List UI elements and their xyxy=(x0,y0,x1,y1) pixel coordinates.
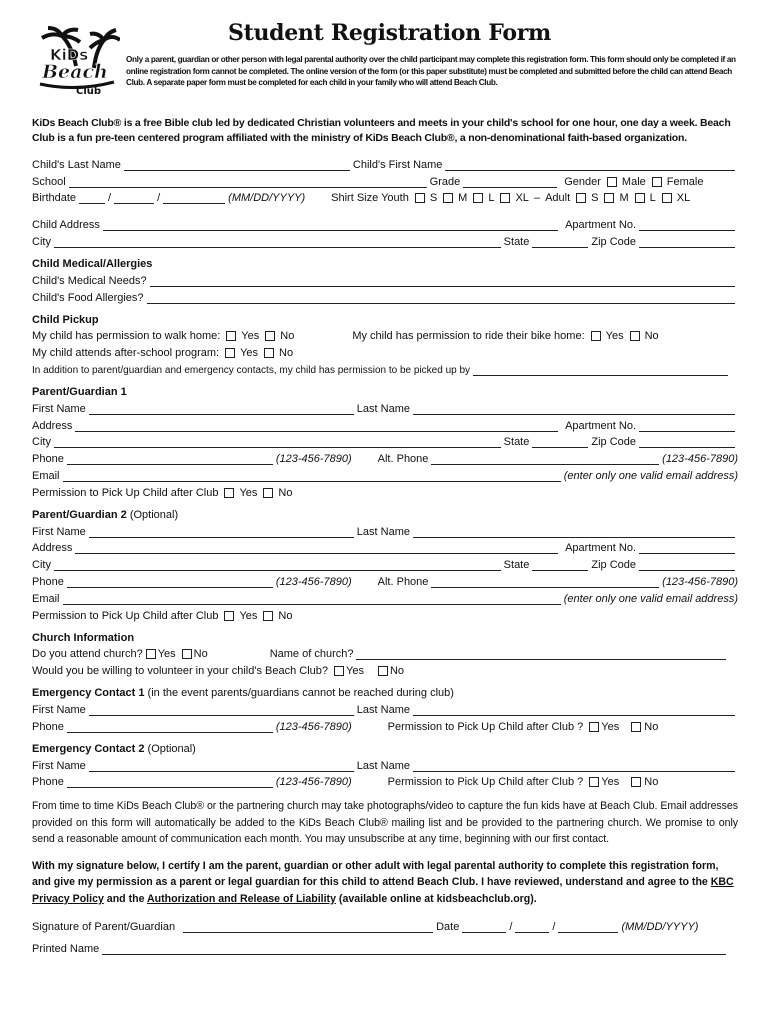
signature-year-field[interactable] xyxy=(558,921,618,933)
youth-size-xl-checkbox[interactable] xyxy=(500,193,510,203)
guardian2-address-row: Address Apartment No. xyxy=(32,538,738,555)
birth-month-field[interactable] xyxy=(79,192,105,204)
walk-yes-checkbox[interactable] xyxy=(226,331,236,341)
guardian2-apartment-field[interactable] xyxy=(639,542,735,554)
emergency1-permission-yes-checkbox[interactable] xyxy=(589,722,599,732)
food-allergies-field[interactable] xyxy=(147,292,735,304)
school-row: School Grade Gender Male Female xyxy=(32,175,704,188)
adult-size-l-checkbox[interactable] xyxy=(635,193,645,203)
registration-form xyxy=(32,18,738,955)
emergency2-phone-row: Phone (123-456-7890) Permission to Pick Up Child after Club ? Yes No xyxy=(32,776,659,789)
svg-text:Beach: Beach xyxy=(42,61,108,83)
medical-needs-field[interactable] xyxy=(150,275,735,287)
volunteer-no-checkbox[interactable] xyxy=(378,666,388,676)
guardian2-permission-yes-checkbox[interactable] xyxy=(224,611,234,621)
emergency2-permission-yes-checkbox[interactable] xyxy=(589,777,599,787)
youth-size-l-checkbox[interactable] xyxy=(473,193,483,203)
signature-month-field[interactable] xyxy=(462,921,506,933)
guardian1-heading: Parent/Guardian 1 xyxy=(32,385,127,398)
adult-size-m-checkbox[interactable] xyxy=(604,193,614,203)
bike-yes-checkbox[interactable] xyxy=(591,331,601,341)
release-of-liability-link[interactable]: Authorization and Release of Liability xyxy=(147,892,336,905)
svg-text:KiDs: KiDs xyxy=(50,46,89,64)
privacy-policy-link[interactable]: KBC Privacy Policy xyxy=(32,876,734,905)
certification-text: With my signature below, I certify I am the parent, guardian or other adult with legal parental authority to complete this registration form, and give my permission as a parent or legal guardian for this child to attend Beach Club. I have reviewed, understand and agree to the KBC Privacy Policy and the Authorization and Release of Liability (available online at kidsbeachclub.org). xyxy=(32,859,734,905)
church-yes-checkbox[interactable] xyxy=(146,649,156,659)
school-field[interactable] xyxy=(69,176,427,188)
guardian1-state-field[interactable] xyxy=(532,436,588,448)
guardian1-permission-row: Permission to Pick Up Child after Club Yes No xyxy=(32,486,293,499)
guardian1-email-field[interactable] xyxy=(63,470,561,482)
guardian1-apartment-field[interactable] xyxy=(639,420,735,432)
guardian1-first-name-field[interactable] xyxy=(89,403,354,415)
child-city-field[interactable] xyxy=(54,236,501,248)
child-name-row: Child's Last Name Child's First Name xyxy=(32,154,738,171)
emergency1-phone-row: Phone (123-456-7890) Permission to Pick Up Child after Club ? Yes No xyxy=(32,720,659,733)
guardian1-phone-row: Phone (123-456-7890) Alt. Phone (123-456-7890) xyxy=(32,453,738,466)
form-header xyxy=(32,18,738,114)
signature-field[interactable] xyxy=(183,921,433,933)
guardian2-email-row: Email (enter only one valid email address) xyxy=(32,592,738,605)
church-attend-row: Do you attend church? Yes No Name of church? xyxy=(32,644,738,661)
guardian2-heading: Parent/Guardian 2 (Optional) xyxy=(32,508,179,521)
food-allergies-row: Child's Food Allergies? xyxy=(32,287,738,304)
printed-name-row: Printed Name xyxy=(32,933,738,955)
child-first-name-field[interactable] xyxy=(445,159,735,171)
emergency2-permission-no-checkbox[interactable] xyxy=(631,777,641,787)
guardian1-permission-no-checkbox[interactable] xyxy=(263,488,273,498)
child-address-row: Child Address Apartment No. xyxy=(32,214,738,231)
gender-female-checkbox[interactable] xyxy=(652,177,662,187)
guardian2-permission-row: Permission to Pick Up Child after Club Yes No xyxy=(32,609,293,622)
child-city-row: City State Zip Code xyxy=(32,231,738,248)
emergency1-permission-no-checkbox[interactable] xyxy=(631,722,641,732)
guardian2-city-field[interactable] xyxy=(54,559,501,571)
birthdate-row: Birthdate / / (MM/DD/YYYY) Shirt Size Youth S M L XL – Adult S M L XL xyxy=(32,192,691,205)
guardian1-city-field[interactable] xyxy=(54,436,501,448)
volunteer-row: Would you be willing to volunteer in your child's Beach Club? Yes No xyxy=(32,665,405,678)
guardian2-city-row: City State Zip Code xyxy=(32,554,738,571)
emergency2-first-name-field[interactable] xyxy=(89,760,354,772)
guardian1-address-row: Address Apartment No. xyxy=(32,415,738,432)
bike-no-checkbox[interactable] xyxy=(630,331,640,341)
guardian1-alt-phone-field[interactable] xyxy=(431,453,659,465)
guardian1-phone-field[interactable] xyxy=(67,453,273,465)
emergency1-first-name-field[interactable] xyxy=(89,704,354,716)
volunteer-yes-checkbox[interactable] xyxy=(334,666,344,676)
emergency1-last-name-field[interactable] xyxy=(413,704,735,716)
guardian1-zip-field[interactable] xyxy=(639,436,735,448)
guardian1-name-row: First Name Last Name xyxy=(32,398,738,415)
guardian1-city-row: City State Zip Code xyxy=(32,432,738,449)
page-title: Student Registration Form xyxy=(228,20,551,46)
svg-text:Club: Club xyxy=(76,86,102,97)
guardian2-state-field[interactable] xyxy=(532,559,588,571)
church-heading: Church Information xyxy=(32,631,135,644)
other-pickup-field[interactable] xyxy=(473,364,728,376)
kids-beach-club-logo xyxy=(32,26,120,102)
intro-text: Only a parent, guardian or other person with legal parental authority over the child participant may complete this registration form. This form should only be completed if an online registration form cannot be completed. The online version of the form (or this paper substitute) must be completed and submitted before the child can attend Beach Club. A separate paper form must be completed for each child in your family who will attend Beach Club. xyxy=(126,55,736,87)
guardian2-alt-phone-field[interactable] xyxy=(431,576,659,588)
church-name-field[interactable] xyxy=(356,648,726,660)
emergency2-last-name-field[interactable] xyxy=(413,760,735,772)
guardian1-email-row: Email (enter only one valid email address) xyxy=(32,469,738,482)
child-apartment-field[interactable] xyxy=(639,219,735,231)
guardian2-address-field[interactable] xyxy=(75,542,558,554)
guardian1-permission-yes-checkbox[interactable] xyxy=(224,488,234,498)
emergency1-phone-field[interactable] xyxy=(67,721,273,733)
guardian1-last-name-field[interactable] xyxy=(413,403,735,415)
emergency1-heading: Emergency Contact 1 (in the event parents/guardians cannot be reached during club) xyxy=(32,687,454,700)
child-state-field[interactable] xyxy=(532,236,588,248)
emergency2-phone-field[interactable] xyxy=(67,776,273,788)
guardian1-address-field[interactable] xyxy=(75,420,558,432)
child-address-field[interactable] xyxy=(103,219,558,231)
signature-day-field[interactable] xyxy=(515,921,549,933)
afterschool-no-checkbox[interactable] xyxy=(264,348,274,358)
guardian2-zip-field[interactable] xyxy=(639,559,735,571)
walk-bike-row: My child has permission to walk home: Yes No My child has permission to ride their bike home: Yes No xyxy=(32,330,659,343)
afterschool-yes-checkbox[interactable] xyxy=(225,348,235,358)
adult-size-xl-checkbox[interactable] xyxy=(662,193,672,203)
afterschool-row: My child attends after-school program: Yes No xyxy=(32,347,294,360)
medical-heading: Child Medical/Allergies xyxy=(32,257,153,270)
church-no-checkbox[interactable] xyxy=(182,649,192,659)
medical-needs-row: Child's Medical Needs? xyxy=(32,270,738,287)
about-text: KiDs Beach Club® is a free Bible club led by dedicated Christian volunteers and meets in your child's school for one hour, one day a week. Beach Club is a fun pre-teen centered program affiliated with the ministry of KiDs Beach Club®, a non-denominational faith-based organization. xyxy=(32,117,731,144)
child-last-name-field[interactable] xyxy=(124,159,350,171)
grade-field[interactable] xyxy=(463,176,557,188)
birth-year-field[interactable] xyxy=(163,192,225,204)
guardian2-first-name-field[interactable] xyxy=(89,526,354,538)
youth-size-m-checkbox[interactable] xyxy=(443,193,453,203)
child-zip-field[interactable] xyxy=(639,236,735,248)
emergency2-heading: Emergency Contact 2 (Optional) xyxy=(32,742,196,755)
guardian2-permission-no-checkbox[interactable] xyxy=(263,611,273,621)
youth-size-s-checkbox[interactable] xyxy=(415,193,425,203)
walk-no-checkbox[interactable] xyxy=(265,331,275,341)
adult-size-s-checkbox[interactable] xyxy=(576,193,586,203)
guardian2-last-name-field[interactable] xyxy=(413,526,735,538)
other-pickup-row: In addition to parent/guardian and emergency contacts, my child has permission to be picked up by xyxy=(32,359,738,376)
birth-day-field[interactable] xyxy=(114,192,154,204)
guardian2-email-field[interactable] xyxy=(63,593,561,605)
photo-notice: From time to time KiDs Beach Club® or the partnering church may take photographs/video to capture the fun kids have at Beach Club. Email addresses provided on this form will automatically be added to the KiDs Beach Club® mailing list and be provided to the partnering church. We promise to only send a reasonable amount of communication each month. You may unsubscribe at any time, beginning with our first contact. xyxy=(32,800,738,846)
pickup-heading: Child Pickup xyxy=(32,313,99,326)
emergency1-name-row: First Name Last Name xyxy=(32,699,738,716)
guardian2-phone-row: Phone (123-456-7890) Alt. Phone (123-456-7890) xyxy=(32,575,738,588)
gender-male-checkbox[interactable] xyxy=(607,177,617,187)
signature-row: Signature of Parent/Guardian Date / / (MM/DD/YYYY) xyxy=(32,921,699,934)
guardian2-phone-field[interactable] xyxy=(67,576,273,588)
emergency2-name-row: First Name Last Name xyxy=(32,755,738,772)
guardian2-name-row: First Name Last Name xyxy=(32,521,738,538)
printed-name-field[interactable] xyxy=(102,943,726,955)
